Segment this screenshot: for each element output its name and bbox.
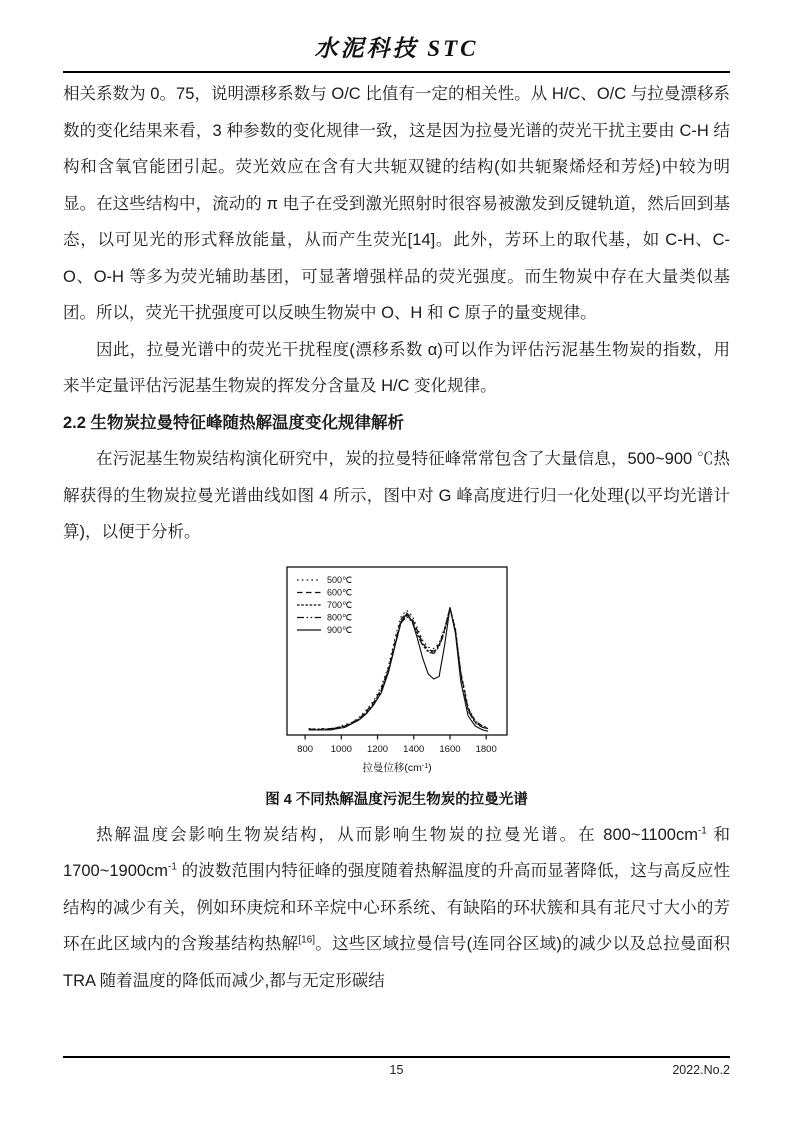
article-body-continued — [63, 817, 730, 1000]
paragraph-4-text: 热解温度会影响生物炭结构，从而影响生物炭的拉曼光谱。在 800~1100cm — [96, 825, 698, 844]
chart-legend — [297, 575, 352, 635]
legend-label: 600℃ — [326, 587, 352, 598]
x-tick-label: 800 — [296, 743, 313, 755]
page-footer — [63, 1056, 730, 1086]
section-heading-2-2: 2.2 生物炭拉曼特征峰随热解温度变化规律解析 — [63, 413, 405, 432]
x-tick-label: 1200 — [366, 743, 388, 755]
legend-label: 700℃ — [326, 599, 352, 610]
superscript-exponent: -1 — [697, 825, 707, 836]
figure-4 — [63, 559, 730, 812]
x-tick-label: 1600 — [438, 743, 461, 755]
paragraph-4-text: 。这些区域拉曼信号(连同谷区域)的减少以及总拉曼面积 TRA 随着温度的降低而减少,都与无定形碳结 — [63, 935, 730, 990]
figure-caption: 图 4 不同热解温度污泥生物炭的拉曼光谱 — [265, 791, 528, 808]
x-axis — [297, 735, 497, 755]
issue-label: 2022.No.2 — [672, 1063, 730, 1077]
x-axis-label: 拉曼位移$(cm^{-1})$ — [361, 761, 432, 774]
raman-spectra-chart — [271, 559, 523, 786]
paragraph-4-text: 和 1700~1900cm — [63, 825, 730, 880]
x-tick-label: 1400 — [402, 743, 424, 755]
paragraph-3: 在污泥基生物炭结构演化研究中，炭的拉曼特征峰常常包含了大量信息，500~900 ℃热解获得的生物炭拉曼光谱曲线如图 4 所示，图中对 G 峰高度进行归一化处理(以平均光谱计算)，以便于分析。 — [63, 450, 730, 541]
article-body — [63, 76, 730, 551]
legend-label: 500℃ — [326, 574, 352, 585]
superscript-exponent: -1 — [168, 861, 177, 873]
page-number: 15 — [389, 1063, 404, 1077]
legend-label: 800℃ — [326, 612, 352, 623]
paragraph-2: 因此，拉曼光谱中的荧光干扰程度(漂移系数 α)可以作为评估污泥基生物炭的指数，用来半定量评估污泥基生物炭的挥发分含量及 H/C 变化规律。 — [63, 340, 730, 395]
paragraph-4-text: 的波数范围内特征峰的强度随着热解温度的升高而显著降低，这与高反应性结构的减少有关，例如环庚烷和环辛烷中心环系统、有缺陷的环状簇和具有苝尺寸大小的芳环在此区域内的含羧基结构热解 — [63, 862, 730, 953]
page-header — [63, 0, 730, 73]
x-tick-label: 1000 — [330, 743, 352, 755]
journal-title: 水泥科技 STC — [314, 36, 479, 61]
x-tick-label: 1800 — [475, 743, 497, 755]
legend-label: 900℃ — [326, 624, 352, 635]
header-rule — [63, 71, 730, 73]
paragraph-1: 相关系数为 0。75，说明漂移系数与 O/C 比值有一定的相关性。从 H/C、O/C 与拉曼漂移系数的变化结果来看，3 种参数的变化规律一致，这是因为拉曼光谱的荧光干扰主要由 C-H 结构和含氧官能团引起。荧光效应在含有大共轭双键的结构(如共轭聚烯烃和芳烃)中较为明显。在这些结构中，流动的 π 电子在受到激光照射时很容易被激发到反键轨道，然后回到基态，以可见光的形式释放能量，从而产生荧光[14]。此外，芳环上的取代基，如 C-H、C-O、O-H 等多为荧光辅助基团，可显著增强样品的荧光强度。而生物炭中存在大量类似基团。所以，荧光干扰强度可以反映生物炭中 O、H 和 C 原子的量变规律。 — [63, 85, 730, 322]
citation-reference: [16] — [298, 934, 315, 946]
paragraph-4 — [63, 817, 730, 1000]
